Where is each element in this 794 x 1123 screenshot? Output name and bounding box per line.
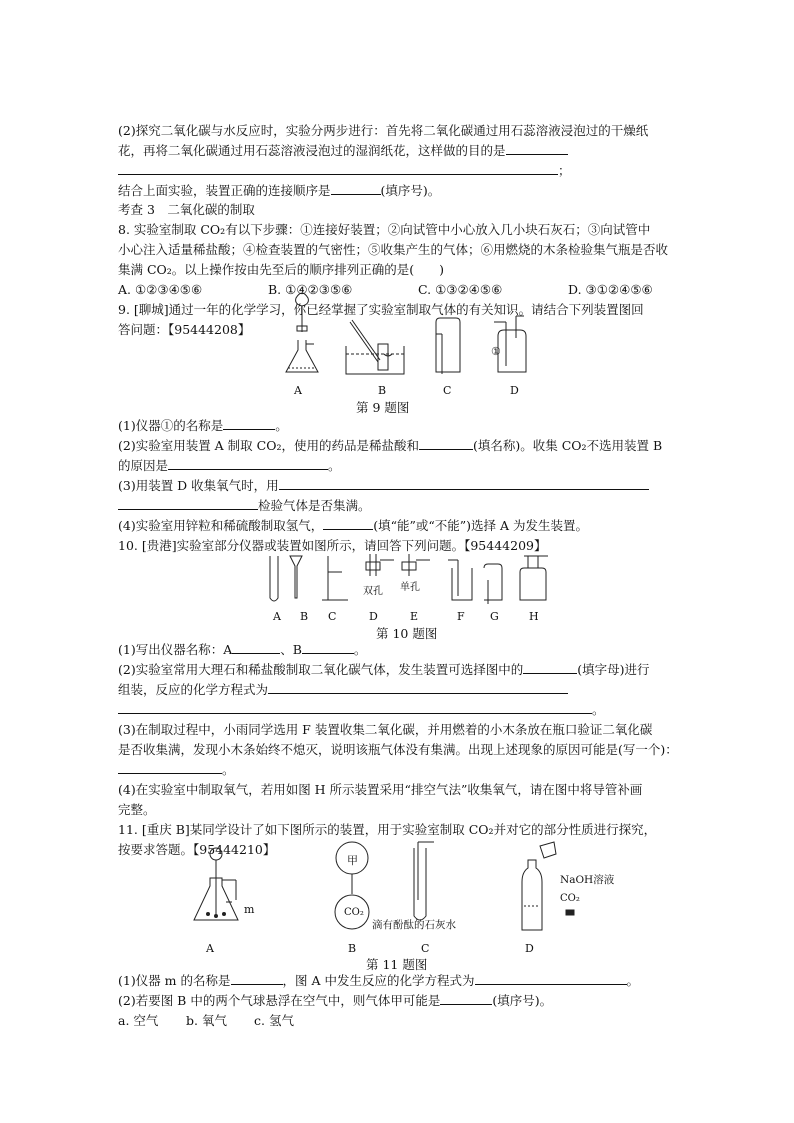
answer-blank[interactable]: [231, 971, 283, 985]
q11-options: [118, 1011, 678, 1031]
fig10-label-a: A: [273, 610, 281, 623]
fig10-d-text: 双孔: [363, 586, 383, 597]
figure-11-caption: 第 11 题图: [366, 957, 428, 972]
fig10-e-text: 单孔: [400, 582, 420, 593]
fig10-label-g: G: [490, 610, 499, 623]
answer-blank[interactable]: [118, 760, 222, 774]
fig10-label-c: C: [328, 610, 337, 623]
section-heading: 考查 3 二氧化碳的制取: [118, 202, 255, 217]
fig9-label-c: C: [443, 384, 452, 397]
fig11-m-label: m: [244, 903, 255, 916]
fig9-label-a: A: [294, 384, 302, 397]
text-line: 检验气体是否集满。: [118, 496, 678, 516]
fig11-label-b: B: [348, 942, 357, 955]
text-line: 是否收集满，发现小木条始终不熄灭，说明该瓶气体没有集满。出现上述现象的原因可能是(写一个)：: [118, 742, 678, 757]
trough-apparatus-b: [346, 320, 404, 374]
text-line: (1)写出仪器名称：A 、B 。: [118, 642, 367, 657]
gas-bottle-h: [520, 556, 548, 600]
answer-blank[interactable]: [168, 456, 328, 470]
test-tube-c: [414, 842, 434, 920]
fig9-label-d: D: [510, 384, 519, 397]
text-line: 答问题：【95444208】: [118, 322, 251, 337]
answer-blank[interactable]: [118, 700, 592, 714]
text-line: 。: [118, 700, 678, 720]
flask-apparatus-a: [286, 293, 318, 372]
text-line: 花，再将二氧化碳通过用石蕊溶液浸泡过的湿润纸花，这样做的目的是: [118, 141, 678, 161]
text-line: (1)仪器 m 的名称是 ，图 A 中发生反应的化学方程式为 。: [118, 973, 640, 988]
gas-bottle-d: [494, 316, 526, 372]
answer-blank[interactable]: [331, 181, 381, 195]
option-a[interactable]: a. 空气: [118, 1013, 159, 1028]
answer-blank[interactable]: [440, 991, 492, 1005]
text-line: 集满 CO₂。以上操作按由先至后的顺序排列正确的是( ): [118, 262, 445, 277]
option-d[interactable]: D. ③①②④⑤⑥: [568, 282, 653, 297]
text-line: (2)实验室常用大理石和稀盐酸制取二氧化碳气体，发生装置可选择图中的 (填字母)进行: [118, 662, 650, 677]
fig11-label-d: D: [525, 942, 534, 955]
text-line: (2)若要图 B 中的两个气球悬浮在空气中，则气体甲可能是 (填序号)。: [118, 993, 553, 1008]
answer-blank[interactable]: [268, 680, 568, 694]
text-line: (2)探究二氧化碳与水反应时，实验分两步进行：首先将二氧化碳通过用石蕊溶液浸泡过的干燥纸: [118, 123, 649, 138]
text-line: (4)在实验室中制取氧气，若用如图 H 所示装置采用“排空气法”收集氧气，请在图中将导管补画: [118, 782, 643, 797]
text-line: 的原因是 。: [118, 458, 341, 473]
answer-blank[interactable]: [323, 516, 373, 530]
figure-9-caption: 第 9 题图: [356, 400, 410, 415]
answer-blank[interactable]: [118, 161, 558, 175]
fig11-naoh-label: NaOH溶液: [560, 874, 615, 886]
fig11-co2-label: CO₂: [344, 907, 364, 918]
fig11-jia-label: 甲: [347, 854, 358, 867]
funnel-b: [290, 556, 302, 598]
answer-blank[interactable]: [232, 640, 280, 654]
answer-blank[interactable]: [475, 971, 627, 985]
flask-apparatus-a: [194, 848, 238, 920]
text-line: 小心注入适量稀盐酸；④检查装置的气密性；⑤收集产生的气体；⑥用燃烧的木条检验集气瓶是否收: [118, 242, 669, 257]
fig10-label-b: B: [300, 610, 309, 623]
answer-blank[interactable]: [279, 476, 649, 490]
fig10-label-f: F: [457, 610, 465, 623]
option-b[interactable]: B. ①④②③⑤⑥: [268, 282, 353, 297]
text-line: (4)实验室用锌粒和稀硫酸制取氢气， (填“能”或“不能”)选择 A 为发生装置。: [118, 518, 589, 533]
option-b[interactable]: b. 氧气: [186, 1013, 227, 1028]
fig10-label-d: D: [369, 610, 378, 623]
text-line: 。: [118, 760, 678, 780]
option-c[interactable]: c. 氢气: [254, 1013, 294, 1028]
gas-jar-f: [448, 560, 472, 600]
text-line: (3)用装置 D 收集氧气时，用: [118, 476, 678, 496]
answer-blank[interactable]: [118, 496, 258, 510]
answer-blank[interactable]: [419, 436, 473, 450]
text-line: 完整。: [118, 802, 156, 817]
answer-blank[interactable]: [223, 416, 275, 430]
fig11-label-c: C: [421, 942, 430, 955]
option-c[interactable]: C. ①③②④⑤⑥: [418, 282, 503, 297]
question-10: 10. [贵港]实验室部分仪器或装置如图所示，请回答下列问题。【95444209】: [118, 538, 547, 553]
fig10-label-e: E: [410, 610, 419, 623]
text-line: (2)实验室用装置 A 制取 CO₂，使用的药品是稀盐酸和 (填名称)。收集 CO₂不选用装置 B: [118, 438, 663, 453]
text-line: 组装，反应的化学方程式为: [118, 680, 678, 700]
text-line: (3)在制取过程中，小雨同学选用 F 装置收集二氧化碳，并用燃着的小木条放在瓶口验证二氧化碳: [118, 722, 653, 737]
fig9-label-b: B: [378, 384, 387, 397]
text-line: ；: [118, 161, 678, 181]
text-line: 结合上面实验，装置正确的连接顺序是 (填序号)。: [118, 183, 441, 198]
gas-jar-g: [484, 564, 502, 604]
iron-stand-c: [322, 556, 348, 600]
stopper-single-e: [402, 554, 430, 576]
fig11-c-text: 滴有酚酞的石灰水: [372, 919, 456, 931]
gas-jar-c: [436, 318, 460, 374]
question-9: 9. [聊城]通过一年的化学学习，你已经掌握了实验室制取气体的有关知识。请结合下列装置图回: [118, 302, 644, 317]
fig10-label-h: H: [529, 610, 539, 623]
stopper-double-d: [366, 554, 394, 576]
answer-blank[interactable]: [302, 640, 354, 654]
answer-blank[interactable]: [506, 141, 568, 155]
answer-blank[interactable]: [523, 660, 577, 674]
text-line: (1)仪器①的名称是 。: [118, 418, 288, 433]
fig11-d-co2-label: CO₂: [560, 893, 580, 904]
option-a[interactable]: A. ①②③④⑤⑥: [118, 282, 203, 297]
figure-10-caption: 第 10 题图: [376, 626, 438, 641]
text-line: 按要求答题。【95444210】: [118, 842, 276, 857]
question-8: 8. 实验室制取 CO₂有以下步骤：①连接好装置；②向试管中小心放入几小块石灰石；③向试管中: [118, 222, 651, 237]
fig9-mark: ①: [491, 345, 501, 358]
question-11: 11. [重庆 B]某同学设计了如下图所示的装置，用于实验室制取 CO₂并对它的部分性质进行探究，: [118, 822, 657, 837]
fig11-label-a: A: [206, 942, 214, 955]
test-tube-a: [270, 556, 278, 601]
figure-9: [280, 292, 540, 384]
